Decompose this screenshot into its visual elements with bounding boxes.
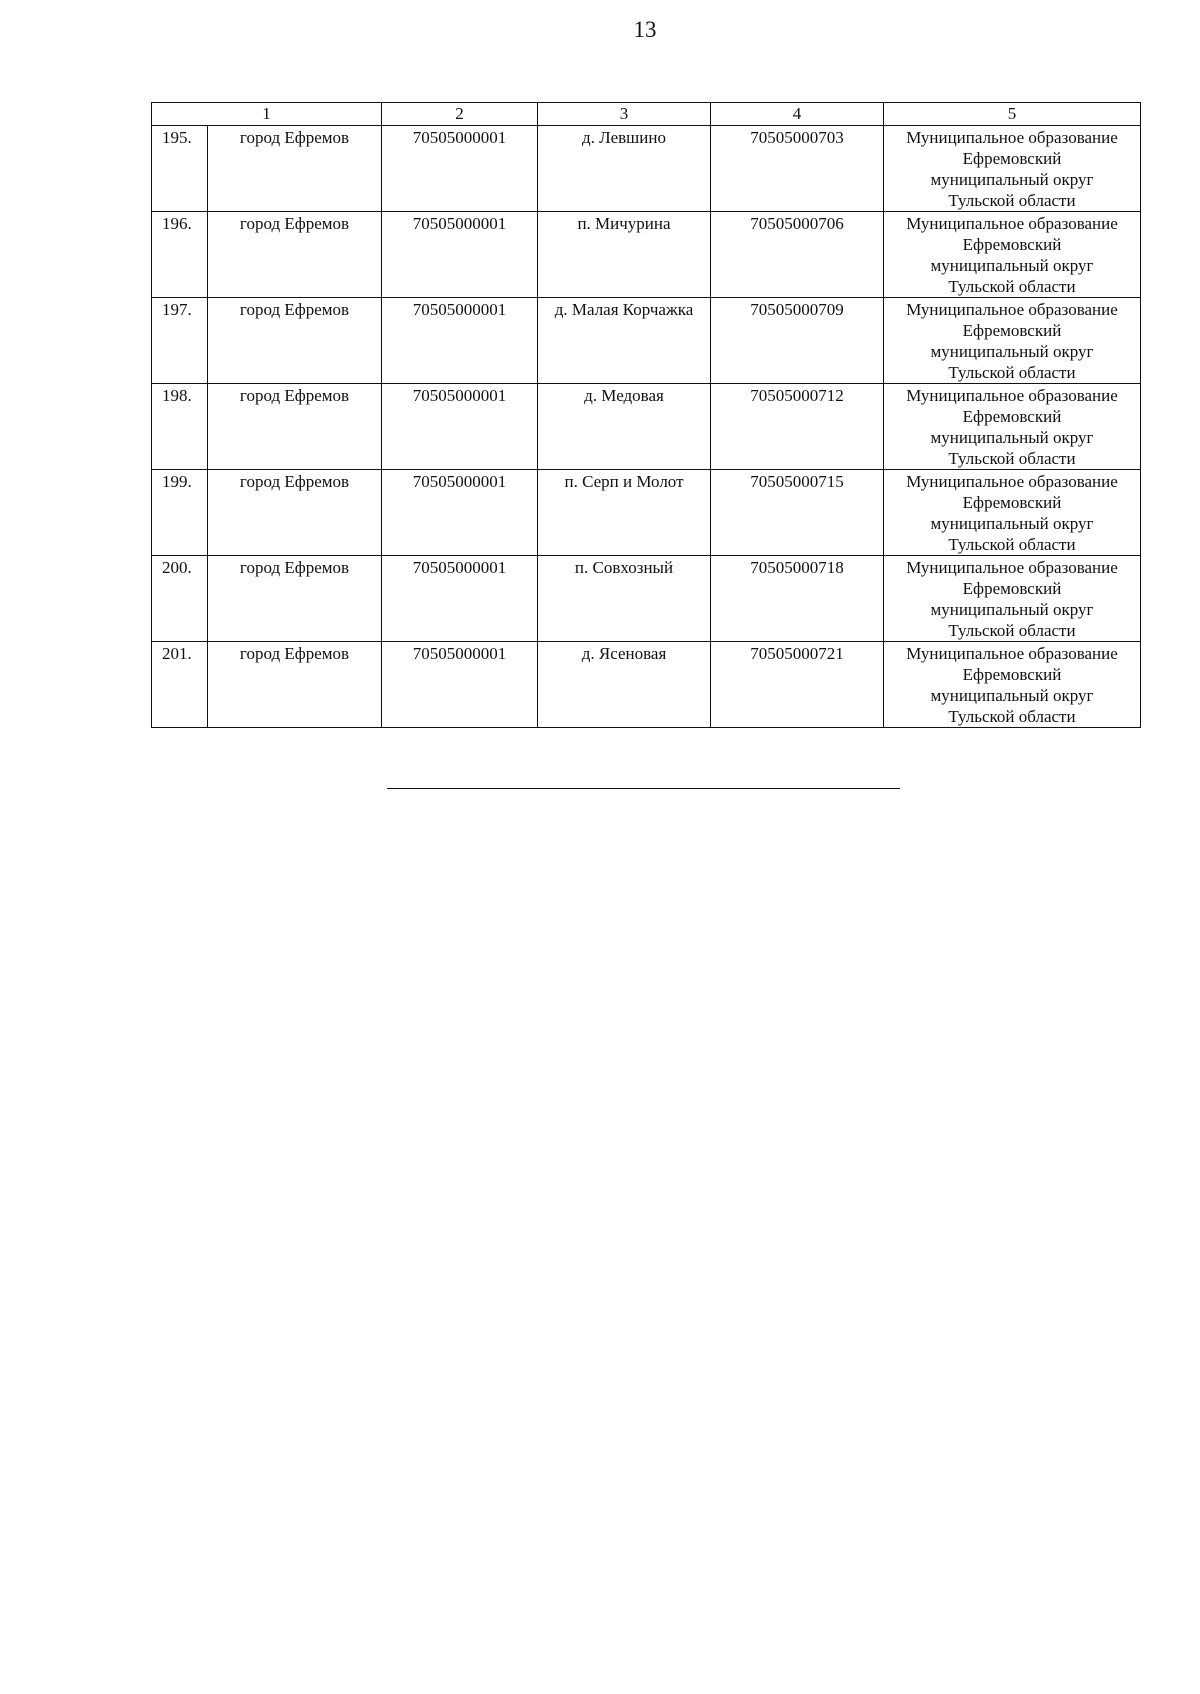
municipality-line: Муниципальное образование: [906, 558, 1118, 577]
table-row: [152, 298, 1141, 384]
municipality-line: Ефремовский: [962, 407, 1062, 426]
locality-oktmo-code: 70505000703: [711, 126, 884, 212]
city-name: город Ефремов: [208, 126, 382, 212]
municipality-line: Тульской области: [948, 621, 1076, 640]
municipality-line: муниципальный округ: [930, 256, 1094, 275]
municipality-name: [884, 212, 1141, 298]
column-header-5: 5: [884, 103, 1141, 126]
column-header-1: 1: [152, 103, 382, 126]
table-row: [152, 642, 1141, 728]
row-number: 200.: [152, 556, 208, 642]
locality-name: д. Левшино: [538, 126, 711, 212]
municipality-name: [884, 126, 1141, 212]
locality-oktmo-code: 70505000721: [711, 642, 884, 728]
city-name: город Ефремов: [208, 556, 382, 642]
municipality-line: муниципальный округ: [930, 686, 1094, 705]
municipality-line: Ефремовский: [962, 665, 1062, 684]
municipality-line: Ефремовский: [962, 235, 1062, 254]
municipality-line: Ефремовский: [962, 579, 1062, 598]
city-oktmo-code: 70505000001: [382, 384, 538, 470]
column-header-2: 2: [382, 103, 538, 126]
city-name: город Ефремов: [208, 298, 382, 384]
municipality-line: Тульской области: [948, 535, 1076, 554]
municipality-line: Муниципальное образование: [906, 128, 1118, 147]
municipality-line: Ефремовский: [962, 321, 1062, 340]
municipality-line: Тульской области: [948, 277, 1076, 296]
header-row: [152, 103, 1141, 126]
row-number: 195.: [152, 126, 208, 212]
locality-oktmo-code: 70505000706: [711, 212, 884, 298]
municipality-line: Тульской области: [948, 449, 1076, 468]
row-number: 199.: [152, 470, 208, 556]
table-row: [152, 212, 1141, 298]
city-oktmo-code: 70505000001: [382, 212, 538, 298]
locality-oktmo-code: 70505000712: [711, 384, 884, 470]
city-name: город Ефремов: [208, 642, 382, 728]
municipality-line: Муниципальное образование: [906, 300, 1118, 319]
municipality-name: [884, 298, 1141, 384]
municipality-line: Муниципальное образование: [906, 472, 1118, 491]
city-oktmo-code: 70505000001: [382, 126, 538, 212]
city-name: город Ефремов: [208, 470, 382, 556]
municipality-name: [884, 470, 1141, 556]
locality-oktmo-code: 70505000718: [711, 556, 884, 642]
municipality-line: муниципальный округ: [930, 600, 1094, 619]
table-header: [152, 103, 1141, 126]
table-row: [152, 556, 1141, 642]
municipality-line: Ефремовский: [962, 149, 1062, 168]
city-oktmo-code: 70505000001: [382, 556, 538, 642]
municipality-line: Тульской области: [948, 363, 1076, 382]
page-number: 13: [633, 17, 657, 42]
municipality-line: муниципальный округ: [930, 170, 1094, 189]
locality-oktmo-code: 70505000715: [711, 470, 884, 556]
table-row: [152, 384, 1141, 470]
locality-name: д. Ясеновая: [538, 642, 711, 728]
locality-name: п. Серп и Молот: [538, 470, 711, 556]
city-oktmo-code: 70505000001: [382, 642, 538, 728]
locality-name: п. Совхозный: [538, 556, 711, 642]
row-number: 198.: [152, 384, 208, 470]
municipality-line: Муниципальное образование: [906, 386, 1118, 405]
municipality-line: муниципальный округ: [930, 428, 1094, 447]
city-oktmo-code: 70505000001: [382, 470, 538, 556]
city-name: город Ефремов: [208, 212, 382, 298]
row-number: 196.: [152, 212, 208, 298]
municipality-name: [884, 642, 1141, 728]
municipality-line: Ефремовский: [962, 493, 1062, 512]
column-header-4: 4: [711, 103, 884, 126]
municipality-line: Тульской области: [948, 707, 1076, 726]
locality-name: д. Медовая: [538, 384, 711, 470]
table-row: [152, 126, 1141, 212]
table-row: [152, 470, 1141, 556]
locality-name: д. Малая Корчажка: [538, 298, 711, 384]
municipality-name: [884, 556, 1141, 642]
row-number: 201.: [152, 642, 208, 728]
table-body: [152, 126, 1141, 728]
registry-table: [151, 102, 1141, 728]
city-name: город Ефремов: [208, 384, 382, 470]
municipality-line: муниципальный округ: [930, 342, 1094, 361]
municipality-line: Тульской области: [948, 191, 1076, 210]
column-header-3: 3: [538, 103, 711, 126]
city-oktmo-code: 70505000001: [382, 298, 538, 384]
municipality-line: муниципальный округ: [930, 514, 1094, 533]
locality-oktmo-code: 70505000709: [711, 298, 884, 384]
row-number: 197.: [152, 298, 208, 384]
municipality-line: Муниципальное образование: [906, 214, 1118, 233]
municipality-line: Муниципальное образование: [906, 644, 1118, 663]
locality-name: п. Мичурина: [538, 212, 711, 298]
end-of-document-rule: [387, 788, 900, 789]
municipality-name: [884, 384, 1141, 470]
